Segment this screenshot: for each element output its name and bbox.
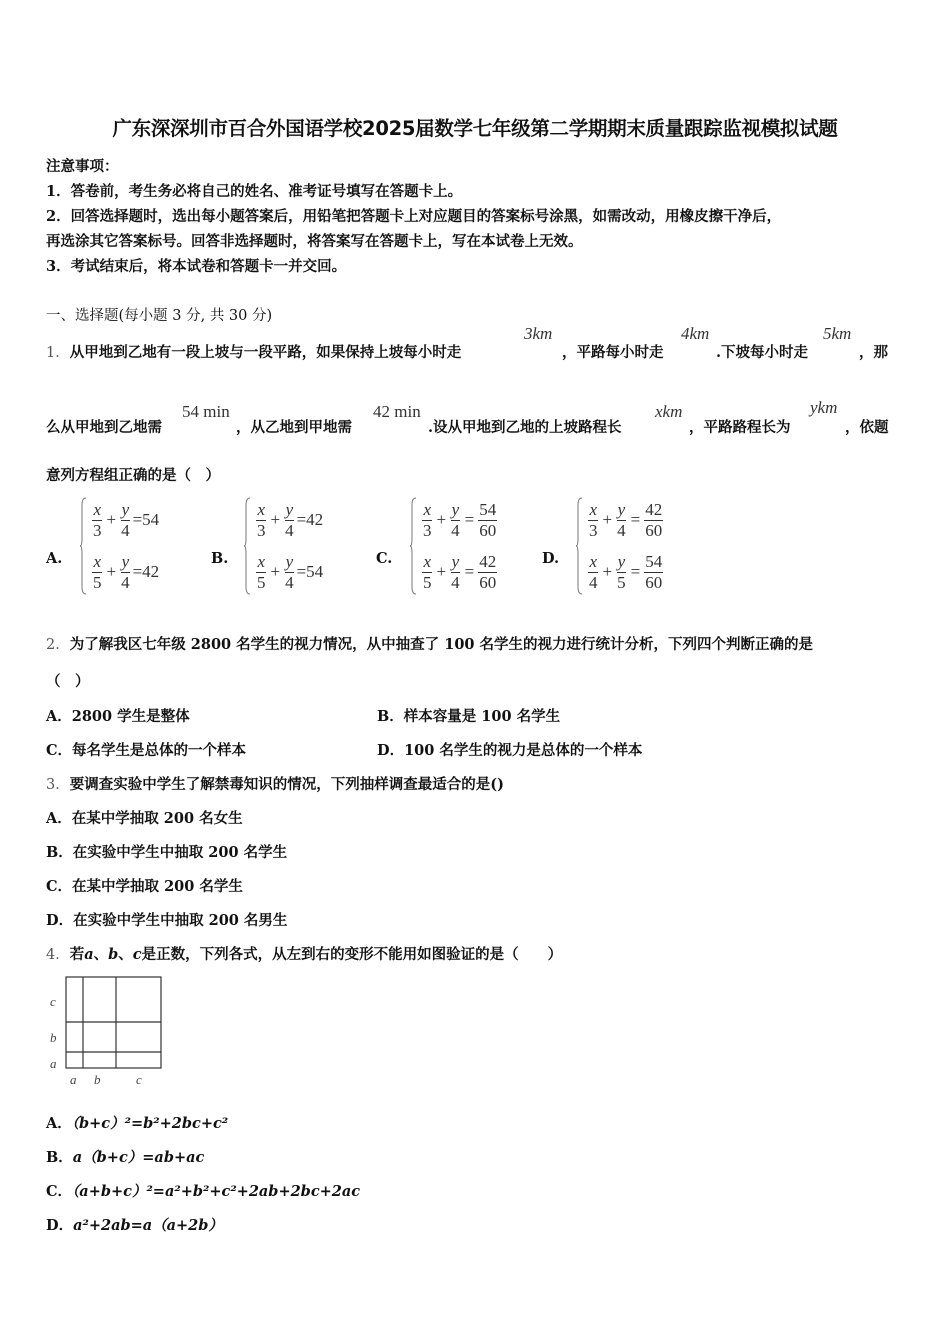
q4-option-a[interactable] [46,1112,228,1133]
page-title: 广东深深圳市百合外国语学校2025届数学七年级第二学期期末质量跟踪监视模拟试题 [112,117,838,140]
q1-line1 [46,341,461,362]
notice-item-2-cont: 再选涂其它答案标号。回答非选择题时，将答案写在答题卡上，写在本试卷上无效。 [46,233,583,250]
q4-option-b-label: B． [46,1149,73,1166]
q1-math-4km: 4km [681,324,710,343]
q1-c-eq2: $\frac{x}{5}$ + $\frac{y}{4}$ = $\frac{42}{60}$ [423,551,497,592]
q1-option-c-label[interactable]: C. [376,550,393,567]
q1-option-b-system[interactable] [244,497,344,597]
brace-icon [80,497,87,595]
q1-math-3km: 3km [524,324,553,343]
brace-icon [576,497,583,595]
q1-math-5km: 5km [823,324,852,343]
q1-option-b-label[interactable]: B. [211,550,229,567]
q4-sep-2: 、 [118,946,133,963]
q4-stem [46,943,562,964]
q4-option-b[interactable] [46,1146,204,1167]
q3-stem [46,773,504,794]
q4-option-c[interactable] [46,1180,360,1201]
q4-number: 4． [46,947,70,963]
q2-number: 2． [46,637,70,653]
q1-text-7: .设从甲地到乙地的上坡路程长 [428,419,622,436]
q4-option-d-label: D． [46,1217,74,1234]
fig-label-c-left: c [50,994,56,1009]
q4-option-b-text: a（b+c）=ab+ac [72,1149,205,1166]
q1-math-ykm: ykm [810,398,838,417]
q1-math-54min: 54 min [182,402,230,421]
q1-option-a-system[interactable] [80,497,180,597]
q4-area-figure [44,972,168,1090]
q1-number: 1． [46,345,70,361]
q1-text-6: ，从乙地到甲地需 [236,419,352,436]
q4-option-a-text: （b+c）²=b²+2bc+c² [71,1115,229,1132]
q1-a-eq2: $\frac{x}{5}$ + $\frac{y}{4}$ =42 [93,551,160,592]
q1-option-c-system[interactable] [410,497,520,597]
q2-option-a[interactable]: A．2800 学生是整体 [46,708,190,725]
q1-math-42min: 42 min [373,402,421,421]
q4-option-d[interactable] [46,1214,223,1235]
q3-text: 要调查实验中学生了解禁毒知识的情况，下列抽样调查最适合的是() [69,776,504,793]
fig-label-b-bottom: b [94,1072,101,1087]
q4-text-1: 若 [69,946,85,963]
q1-option-d-label[interactable]: D. [542,550,560,567]
q1-a-eq1: $\frac{x}{3}$ + $\frac{y}{4}$ =54 [93,499,160,540]
q4-option-d-text: a²+2ab=a（a+2b） [73,1217,223,1234]
fig-label-c-bottom: c [136,1072,142,1087]
q1-text-8: ，平路路程长为 [689,419,791,436]
q2-option-d[interactable]: D．100 名学生的视力是总体的一个样本 [377,742,643,759]
q3-option-c[interactable]: C．在某中学抽取 200 名学生 [46,878,243,895]
q4-var-a: a [84,946,94,963]
q1-text-2: ，平路每小时走 [562,344,664,361]
brace-icon [410,497,417,595]
q1-text-3: .下坡每小时走 [716,344,809,361]
q2-text: 为了解我区七年级 2800 名学生的视力情况，从中抽查了 100 名学生的视力进行统计分析，下列四个判断正确的是 [69,636,814,653]
q1-b-eq2: $\frac{x}{5}$ + $\frac{y}{4}$ =54 [257,551,324,592]
q1-text-9: ，依题 [845,419,889,436]
q1-text-10: 意列方程组正确的是（ ） [46,467,220,484]
fig-label-a-bottom: a [70,1072,77,1087]
q3-number: 3． [46,777,70,793]
q2-option-c[interactable]: C．每名学生是总体的一个样本 [46,742,247,759]
q1-c-eq1: $\frac{x}{3}$ + $\frac{y}{4}$ = $\frac{54}{60}$ [423,499,497,540]
q4-var-b: b [108,946,119,963]
q1-option-d-system[interactable] [576,497,686,597]
q4-var-c: c [132,946,142,963]
q2-option-b[interactable]: B．样本容量是 100 名学生 [377,708,561,725]
fig-label-a-left: a [50,1056,57,1071]
q4-option-c-text: （a+b+c）²=a²+b²+c²+2ab+2bc+2ac [72,1183,361,1200]
section-heading: 一、选择题(每小题 3 分, 共 30 分) [46,308,273,324]
q1-text-5: 么从甲地到乙地需 [46,419,162,436]
q4-sep-1: 、 [93,946,109,963]
notice-heading: 注意事项： [46,158,119,175]
q2-paren: （ ） [46,673,90,690]
q4-option-a-label: A． [46,1115,72,1132]
q2-stem [46,633,813,654]
notice-item-3: 3．考试结束后，将本试卷和答题卡一并交回。 [46,258,347,275]
q1-d-eq2: $\frac{x}{4}$ + $\frac{y}{5}$ = $\frac{54}{60}$ [589,551,663,592]
q4-text-2: 是正数，下列各式，从左到右的变形不能用如图验证的是（ ） [141,946,563,963]
q1-option-a-label[interactable]: A. [46,550,63,567]
q1-d-eq1: $\frac{x}{3}$ + $\frac{y}{4}$ = $\frac{42}{60}$ [589,499,663,540]
q3-option-b[interactable]: B．在实验中学生中抽取 200 名学生 [46,844,288,861]
q1-math-xkm: xkm [655,402,683,421]
notice-item-1: 1．答卷前，考生务必将自己的姓名、准考证号填写在答题卡上。 [46,183,463,200]
brace-icon [244,497,251,595]
notice-item-2: 2．回答选择题时，选出每小题答案后，用铅笔把答题卡上对应题目的答案标号涂黑，如需改动，用橡皮擦干净后， [46,208,782,225]
q4-option-c-label: C． [46,1183,73,1200]
q3-option-d[interactable]: D．在实验中学生中抽取 200 名男生 [46,912,288,929]
q1-text-1: 从甲地到乙地有一段上坡与一段平路，如果保持上坡每小时走 [69,344,462,361]
q1-text-4: ，那 [859,344,888,361]
q3-option-a[interactable]: A．在某中学抽取 200 名女生 [46,810,243,827]
q1-b-eq1: $\frac{x}{3}$ + $\frac{y}{4}$ =42 [257,499,324,540]
fig-label-b-left: b [50,1030,57,1045]
